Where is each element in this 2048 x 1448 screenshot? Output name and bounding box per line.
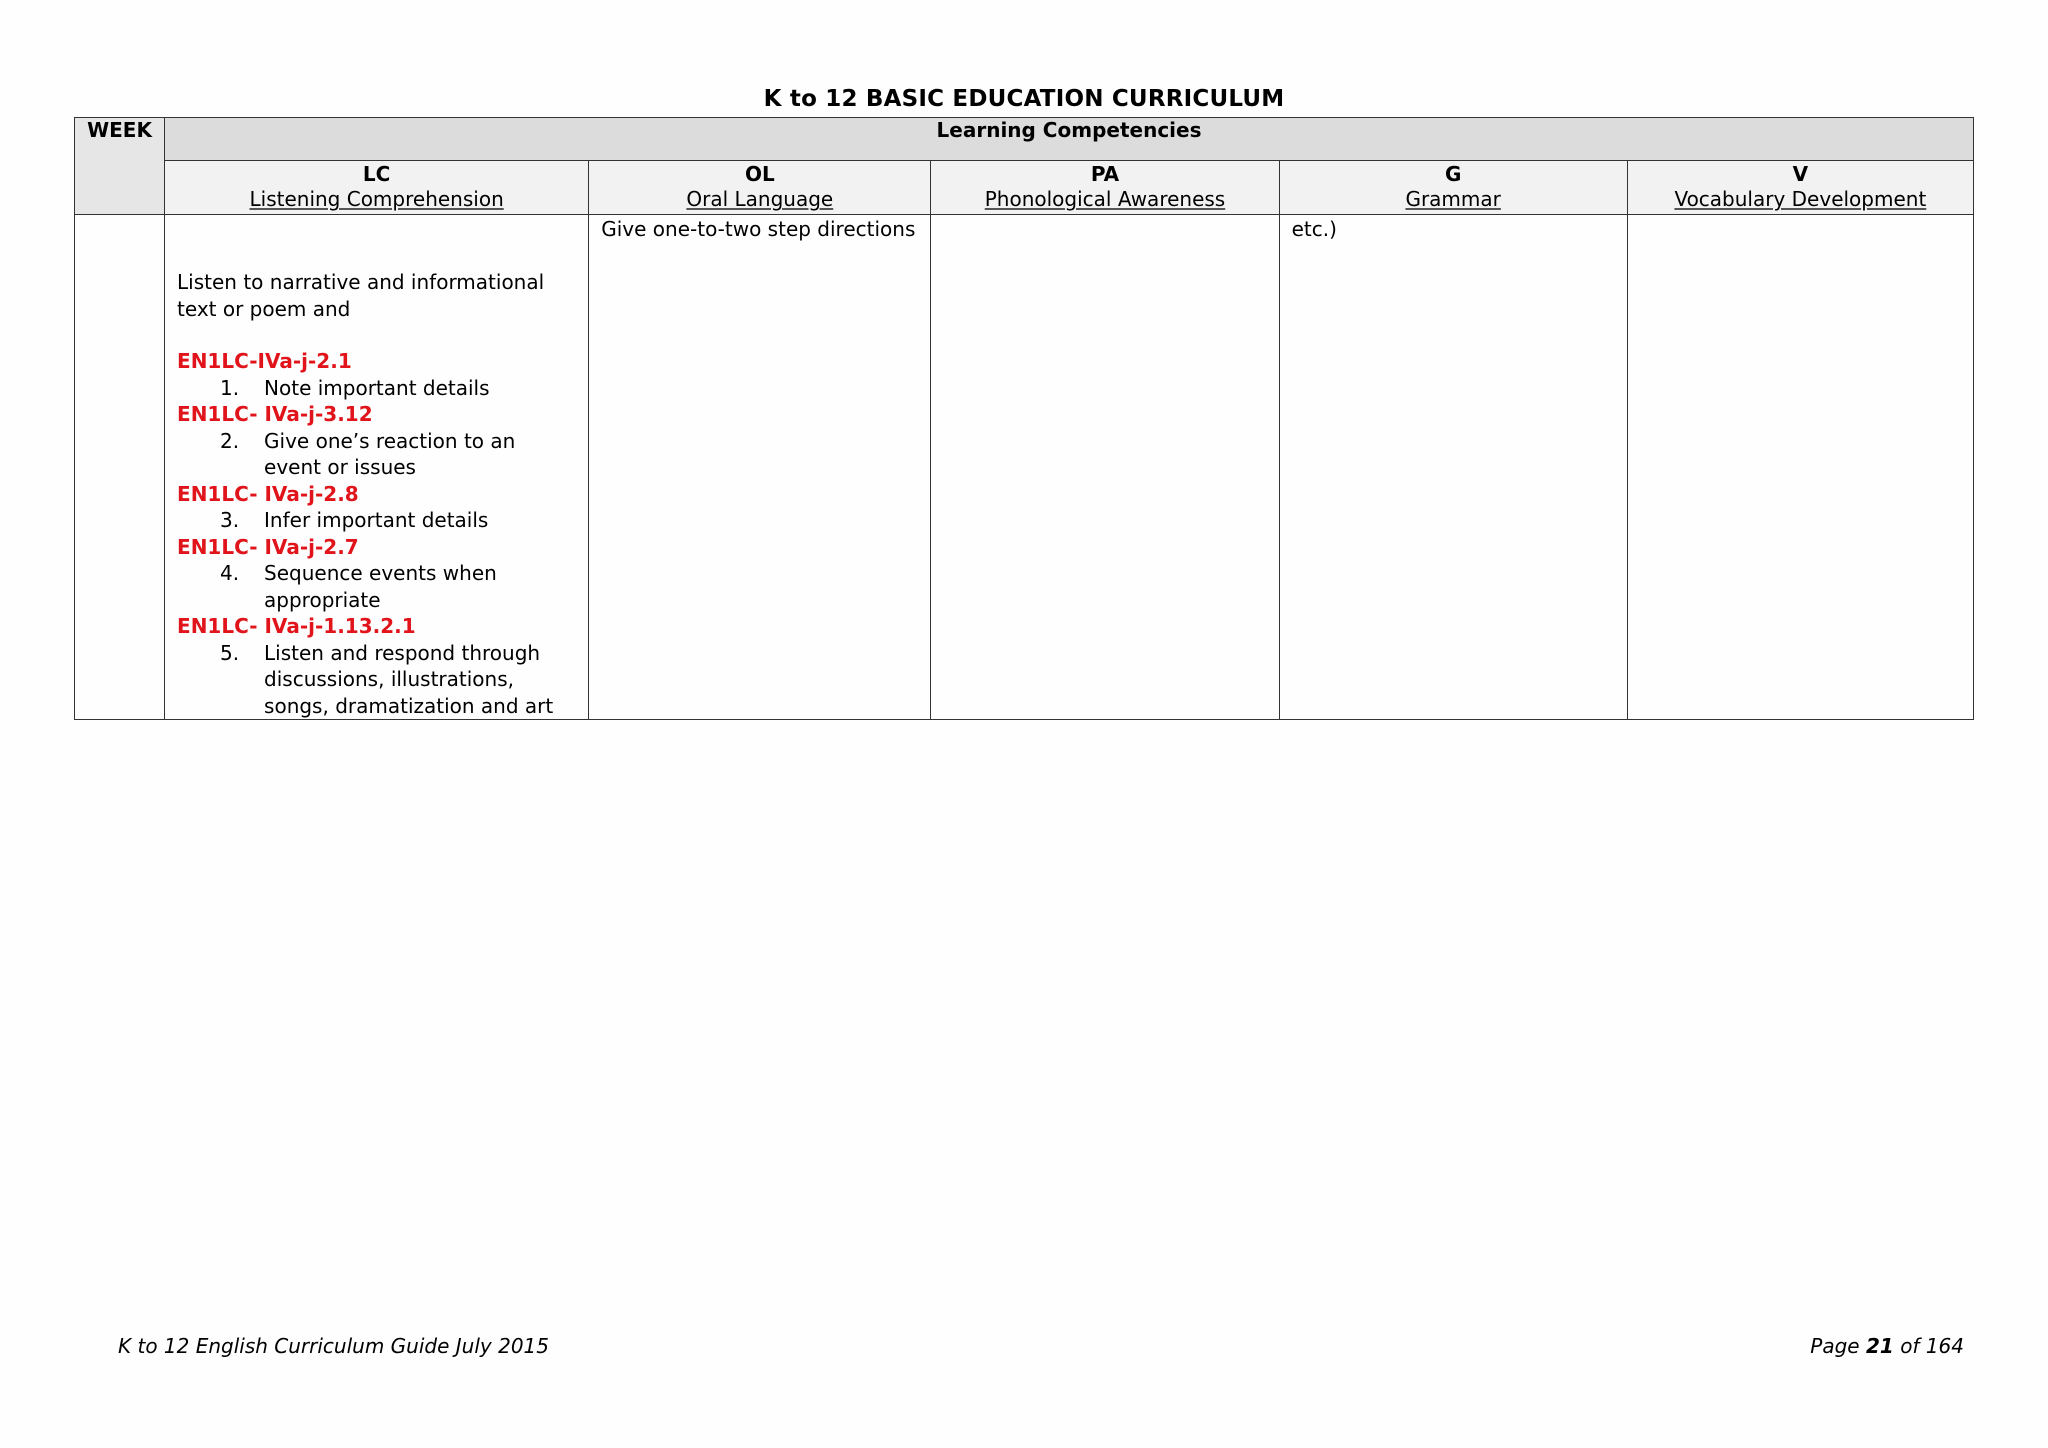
pa-cell-text <box>931 215 1278 216</box>
lc-intro-text: Listen to narrative and informational text or poem and <box>177 270 545 321</box>
column-name: Vocabulary Development <box>1674 187 1927 212</box>
competency-code: EN1LC- IVa-j-1.13.2.1 <box>177 614 416 638</box>
lc-cell <box>165 215 589 720</box>
ol-cell <box>589 215 931 720</box>
table-row <box>75 215 1974 720</box>
g-cell-text: etc.) <box>1291 217 1337 241</box>
column-header-ol <box>589 161 931 215</box>
item-text: Note important details <box>264 375 490 400</box>
competency-item <box>177 640 576 720</box>
table-header-row-2 <box>75 161 1974 215</box>
page-prefix: Page <box>1810 1334 1860 1358</box>
item-number: 5. <box>220 640 240 665</box>
column-header-lc <box>165 161 589 215</box>
item-number: 4. <box>220 561 240 585</box>
competency-code: EN1LC- IVa-j-3.12 <box>177 402 373 426</box>
item-number: 3. <box>220 508 240 532</box>
column-code: G <box>1444 162 1462 187</box>
competency-item <box>177 560 576 613</box>
page-suffix: of 164 <box>1900 1334 1964 1358</box>
column-name: Phonological Awareness <box>984 187 1226 212</box>
v-cell <box>1627 215 1973 720</box>
item-number: 1. <box>220 375 240 400</box>
item-text: Listen and respond through discussions, illustrations, songs, dramatization and art <box>264 640 554 718</box>
column-code: V <box>1792 162 1809 187</box>
learning-competencies-header: Learning Competencies <box>165 118 1974 161</box>
competency-item <box>177 507 576 534</box>
page-current: 21 <box>1865 1334 1894 1358</box>
competency-code: EN1LC-IVa-j-2.1 <box>177 349 352 373</box>
column-name: Oral Language <box>686 187 834 212</box>
week-header: WEEK <box>75 118 165 215</box>
footer-page-number <box>1810 1334 1964 1358</box>
document-title: K to 12 BASIC EDUCATION CURRICULUM <box>763 86 1285 112</box>
g-cell <box>1279 215 1627 720</box>
pa-cell <box>931 215 1279 720</box>
competency-item <box>177 428 576 481</box>
column-code: OL <box>744 162 775 187</box>
v-cell-text <box>1628 215 1973 216</box>
week-cell <box>75 215 165 720</box>
item-text: Give one’s reaction to an event or issues <box>264 428 516 479</box>
curriculum-table <box>74 117 1974 720</box>
column-code: PA <box>1090 162 1120 187</box>
column-code: LC <box>362 162 391 187</box>
footer-guide-title: K to 12 English Curriculum Guide July 2015 <box>118 1334 549 1358</box>
item-text: Sequence events when appropriate <box>264 561 497 612</box>
table-header-row-1 <box>75 118 1974 161</box>
item-text: Infer important details <box>264 508 489 532</box>
competency-item <box>177 375 576 402</box>
column-name: Grammar <box>1405 187 1501 212</box>
item-number: 2. <box>220 428 240 453</box>
competency-code: EN1LC- IVa-j-2.8 <box>177 481 359 506</box>
column-header-pa <box>931 161 1279 215</box>
column-header-v <box>1627 161 1973 215</box>
column-name: Listening Comprehension <box>249 187 504 212</box>
ol-cell-text: Give one-to-two step directions <box>601 217 916 241</box>
column-header-g <box>1279 161 1627 215</box>
competency-code: EN1LC- IVa-j-2.7 <box>177 534 359 559</box>
